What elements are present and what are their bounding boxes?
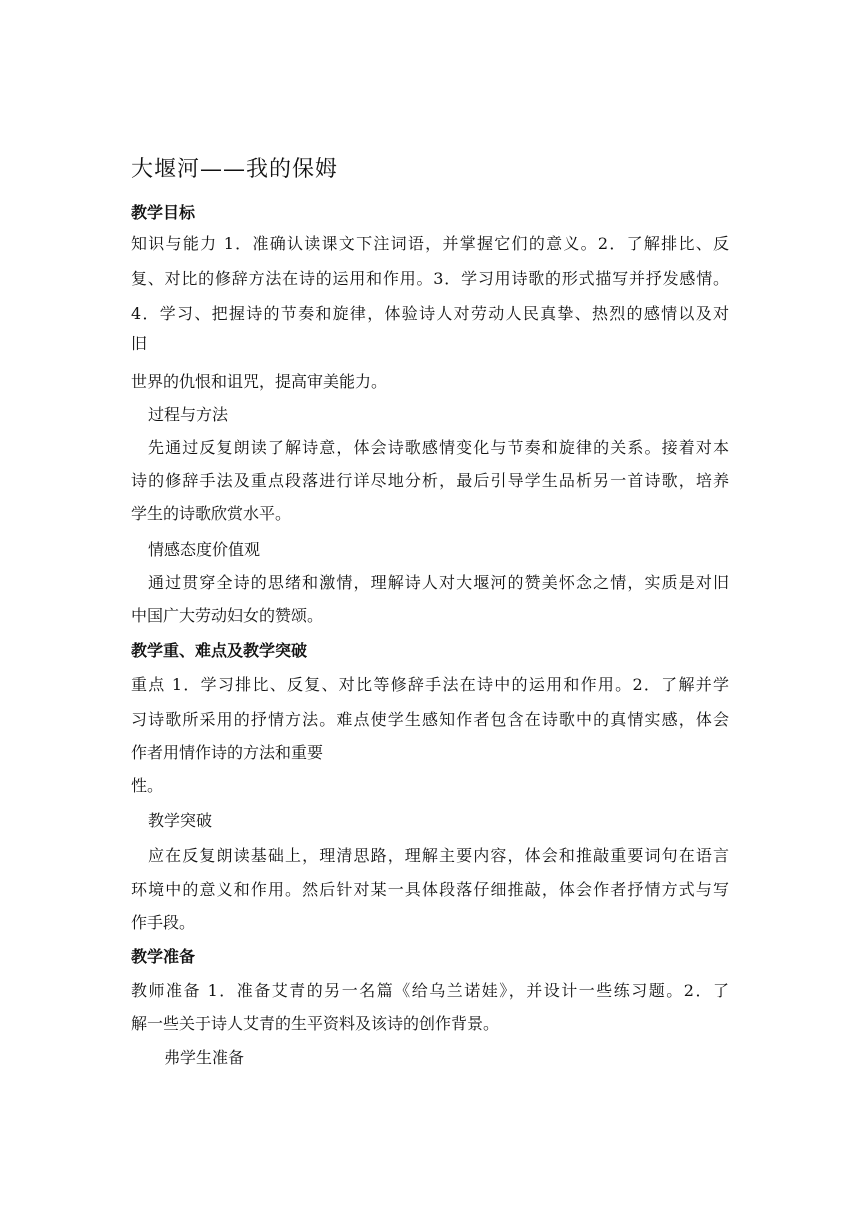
goals-line-4: 旧 [131, 334, 148, 353]
goals-line-3: 4．学习、把握诗的节奏和旋律，体验诗人对劳动人民真挚、热烈的感情以及对 [131, 304, 729, 323]
process-line-2: 诗的修辞手法及重点段落进行详尽地分析，最后引导学生品析另一首诗歌，培养 [131, 471, 729, 490]
emotion-line-1: 通过贯穿全诗的思绪和激情，理解诗人对大堰河的赞美怀念之情，实质是对旧 [148, 573, 729, 592]
key-line-3: 作者用情作诗的方法和重要 [131, 743, 324, 762]
process-line-1: 先通过反复朗读了解诗意，体会诗歌感情变化与节奏和旋律的关系。接着对本 [148, 438, 729, 457]
goals-line-5: 世界的仇恨和诅咒，提高审美能力。 [131, 372, 388, 391]
breakthrough-line-1: 应在反复朗读基础上，理清思路，理解主要内容，体会和推敲重要词句在语言 [148, 846, 729, 865]
key-line-2: 习诗歌所采用的抒情方法。难点使学生感知作者包含在诗歌中的真情实感，体会 [131, 710, 729, 729]
student-prep-label: 弗学生准备 [164, 1048, 245, 1067]
process-method-label: 过程与方法 [148, 405, 229, 424]
prep-line-2: 解一些关于诗人艾青的生平资料及该诗的创作背景。 [131, 1014, 500, 1033]
heading-teaching-goals: 教学目标 [131, 203, 196, 222]
goals-line-2: 复、对比的修辞方法在诗的运用和作用。3．学习用诗歌的形式描写并抒发感情。 [131, 269, 729, 288]
breakthrough-line-3: 作手段。 [131, 913, 196, 932]
key-line-1: 重点 1．学习排比、反复、对比等修辞手法在诗中的运用和作用。2．了解并学 [131, 675, 729, 694]
document-title: 大堰河——我的保姆 [131, 157, 339, 182]
process-line-3: 学生的诗歌欣赏水平。 [131, 504, 292, 523]
key-line-4: 性。 [131, 776, 164, 795]
emotion-line-2: 中国广大劳动妇女的赞颂。 [131, 606, 324, 625]
heading-preparation: 教学准备 [131, 947, 196, 966]
breakthrough-line-2: 环境中的意义和作用。然后针对某一具体段落仔细推敲，体会作者抒情方式与写 [131, 880, 729, 899]
goals-line-1: 知识与能力 1．准确认读课文下注词语，并掌握它们的意义。2．了解排比、反 [131, 234, 729, 253]
emotion-values-label: 情感态度价值观 [148, 540, 261, 559]
prep-line-1: 教师准备 1．准备艾青的另一名篇《给乌兰诺娃》，并设计一些练习题。2．了 [131, 981, 729, 1000]
heading-key-points: 教学重、难点及教学突破 [131, 641, 308, 660]
breakthrough-label: 教学突破 [148, 811, 213, 830]
